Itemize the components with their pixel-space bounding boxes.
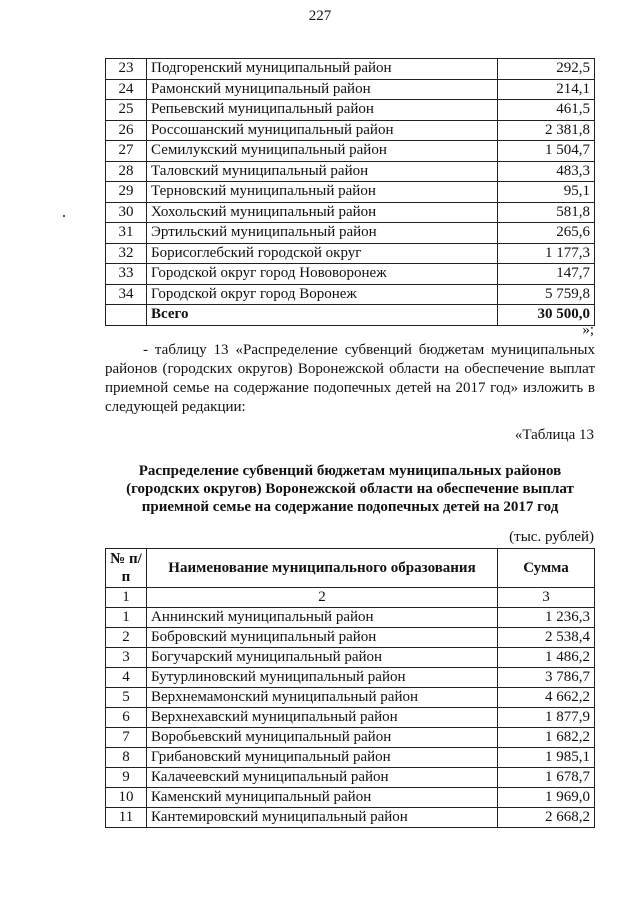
row-number: 31: [106, 223, 147, 244]
row-name: Хохольский муниципальный район: [147, 202, 498, 223]
row-number: 32: [106, 243, 147, 264]
table-row: [106, 768, 595, 788]
header-name: Наименование муниципального образования: [147, 549, 498, 588]
table-row: [106, 223, 595, 244]
row-name: Каменский муниципальный район: [147, 788, 498, 808]
index-num: 1: [106, 588, 147, 608]
total-sum: 30 500,0: [498, 305, 595, 326]
row-number: 2: [106, 628, 147, 648]
table-title: Распределение субвенций бюджетам муниципальных районов (городских округов) Воронежской области на обеспечение выплат приемной семье на содержание подопечных детей на 2017 год: [126, 463, 574, 515]
row-number: 27: [106, 141, 147, 162]
row-name: Кантемировский муниципальный район: [147, 808, 498, 828]
index-name: 2: [147, 588, 498, 608]
row-name: Бобровский муниципальный район: [147, 628, 498, 648]
total-number: [106, 305, 147, 326]
row-number: 8: [106, 748, 147, 768]
table-row: [106, 202, 595, 223]
scan-speck: [63, 215, 65, 217]
row-name: Верхнемамонский муниципальный район: [147, 688, 498, 708]
row-sum: 4 662,2: [498, 688, 595, 708]
table-row: [106, 284, 595, 305]
column-index-row: [106, 588, 595, 608]
row-name: Бутурлиновский муниципальный район: [147, 668, 498, 688]
amendment-paragraph: [105, 341, 595, 417]
row-sum: 1 678,7: [498, 768, 595, 788]
row-number: 5: [106, 688, 147, 708]
row-number: 25: [106, 100, 147, 121]
row-number: 1: [106, 608, 147, 628]
table-caption: «Таблица 13: [514, 427, 594, 443]
row-sum: 1 969,0: [498, 788, 595, 808]
row-number: 33: [106, 264, 147, 285]
row-number: 6: [106, 708, 147, 728]
total-row: [106, 305, 595, 326]
row-number: 23: [106, 59, 147, 80]
row-name: Семилукский муниципальный район: [147, 141, 498, 162]
row-sum: 1 985,1: [498, 748, 595, 768]
row-sum: 1 877,9: [498, 708, 595, 728]
row-number: 3: [106, 648, 147, 668]
row-sum: 1 236,3: [498, 608, 595, 628]
table-body: [106, 608, 595, 828]
row-number: 4: [106, 668, 147, 688]
row-sum: 292,5: [498, 59, 595, 80]
page-number: 227: [308, 8, 332, 24]
row-name: Аннинский муниципальный район: [147, 608, 498, 628]
total-label: Всего: [147, 305, 498, 326]
row-number: 26: [106, 120, 147, 141]
row-name: Репьевский муниципальный район: [147, 100, 498, 121]
row-sum: 2 381,8: [498, 120, 595, 141]
header-num: № п/п: [106, 549, 147, 588]
row-number: 29: [106, 182, 147, 203]
row-name: Борисоглебский городской округ: [147, 243, 498, 264]
table-row: [106, 161, 595, 182]
table-row: [106, 100, 595, 121]
table-row: [106, 808, 595, 828]
table-row: [106, 79, 595, 100]
row-name: Россошанский муниципальный район: [147, 120, 498, 141]
row-name: Воробьевский муниципальный район: [147, 728, 498, 748]
row-sum: 1 177,3: [498, 243, 595, 264]
table-row: [106, 59, 595, 80]
table-row: [106, 668, 595, 688]
row-number: 30: [106, 202, 147, 223]
table-row: [106, 182, 595, 203]
table-row: [106, 608, 595, 628]
row-sum: 1 486,2: [498, 648, 595, 668]
row-number: 7: [106, 728, 147, 748]
table-row: [106, 648, 595, 668]
table-body: [106, 59, 595, 326]
subsidy-table-13: [105, 548, 595, 828]
header-sum: Сумма: [498, 549, 595, 588]
table-row: [106, 243, 595, 264]
table-row: [106, 688, 595, 708]
row-sum: 5 759,8: [498, 284, 595, 305]
table-row: [106, 748, 595, 768]
row-number: 9: [106, 768, 147, 788]
row-name: Калачеевский муниципальный район: [147, 768, 498, 788]
units-label: (тыс. рублей): [509, 529, 594, 545]
table-row: [106, 264, 595, 285]
row-name: Богучарский муниципальный район: [147, 648, 498, 668]
row-number: 34: [106, 284, 147, 305]
table-row: [106, 788, 595, 808]
row-name: Эртильский муниципальный район: [147, 223, 498, 244]
row-name: Грибановский муниципальный район: [147, 748, 498, 768]
row-name: Рамонский муниципальный район: [147, 79, 498, 100]
table-row: [106, 120, 595, 141]
row-name: Городской округ город Нововоронеж: [147, 264, 498, 285]
table-row: [106, 141, 595, 162]
row-sum: 95,1: [498, 182, 595, 203]
row-sum: 2 668,2: [498, 808, 595, 828]
subsidy-table-continued: [105, 58, 595, 326]
paragraph-text: - таблицу 13 «Распределение субвенций бюджетам муниципальных районов (городских округов) Воронежской области на обеспечение выплат приемной семье на содержание подопечных детей на 2017 год» изложить в следующей редакции:: [105, 342, 595, 415]
row-name: Верхнехавский муниципальный район: [147, 708, 498, 728]
table-row: [106, 628, 595, 648]
row-sum: 1 504,7: [498, 141, 595, 162]
row-number: 28: [106, 161, 147, 182]
row-sum: 1 682,2: [498, 728, 595, 748]
index-sum: 3: [498, 588, 595, 608]
row-sum: 461,5: [498, 100, 595, 121]
header-row: [106, 549, 595, 588]
row-name: Терновский муниципальный район: [147, 182, 498, 203]
table-row: [106, 708, 595, 728]
row-name: Подгоренский муниципальный район: [147, 59, 498, 80]
row-number: 11: [106, 808, 147, 828]
row-name: Таловский муниципальный район: [147, 161, 498, 182]
row-sum: 147,7: [498, 264, 595, 285]
table-header: [106, 549, 595, 608]
row-sum: 2 538,4: [498, 628, 595, 648]
row-number: 10: [106, 788, 147, 808]
row-sum: 265,6: [498, 223, 595, 244]
row-number: 24: [106, 79, 147, 100]
row-sum: 483,3: [498, 161, 595, 182]
table-row: [106, 728, 595, 748]
row-sum: 581,8: [498, 202, 595, 223]
quote-end: »;: [582, 322, 594, 338]
row-sum: 3 786,7: [498, 668, 595, 688]
row-sum: 214,1: [498, 79, 595, 100]
row-name: Городской округ город Воронеж: [147, 284, 498, 305]
